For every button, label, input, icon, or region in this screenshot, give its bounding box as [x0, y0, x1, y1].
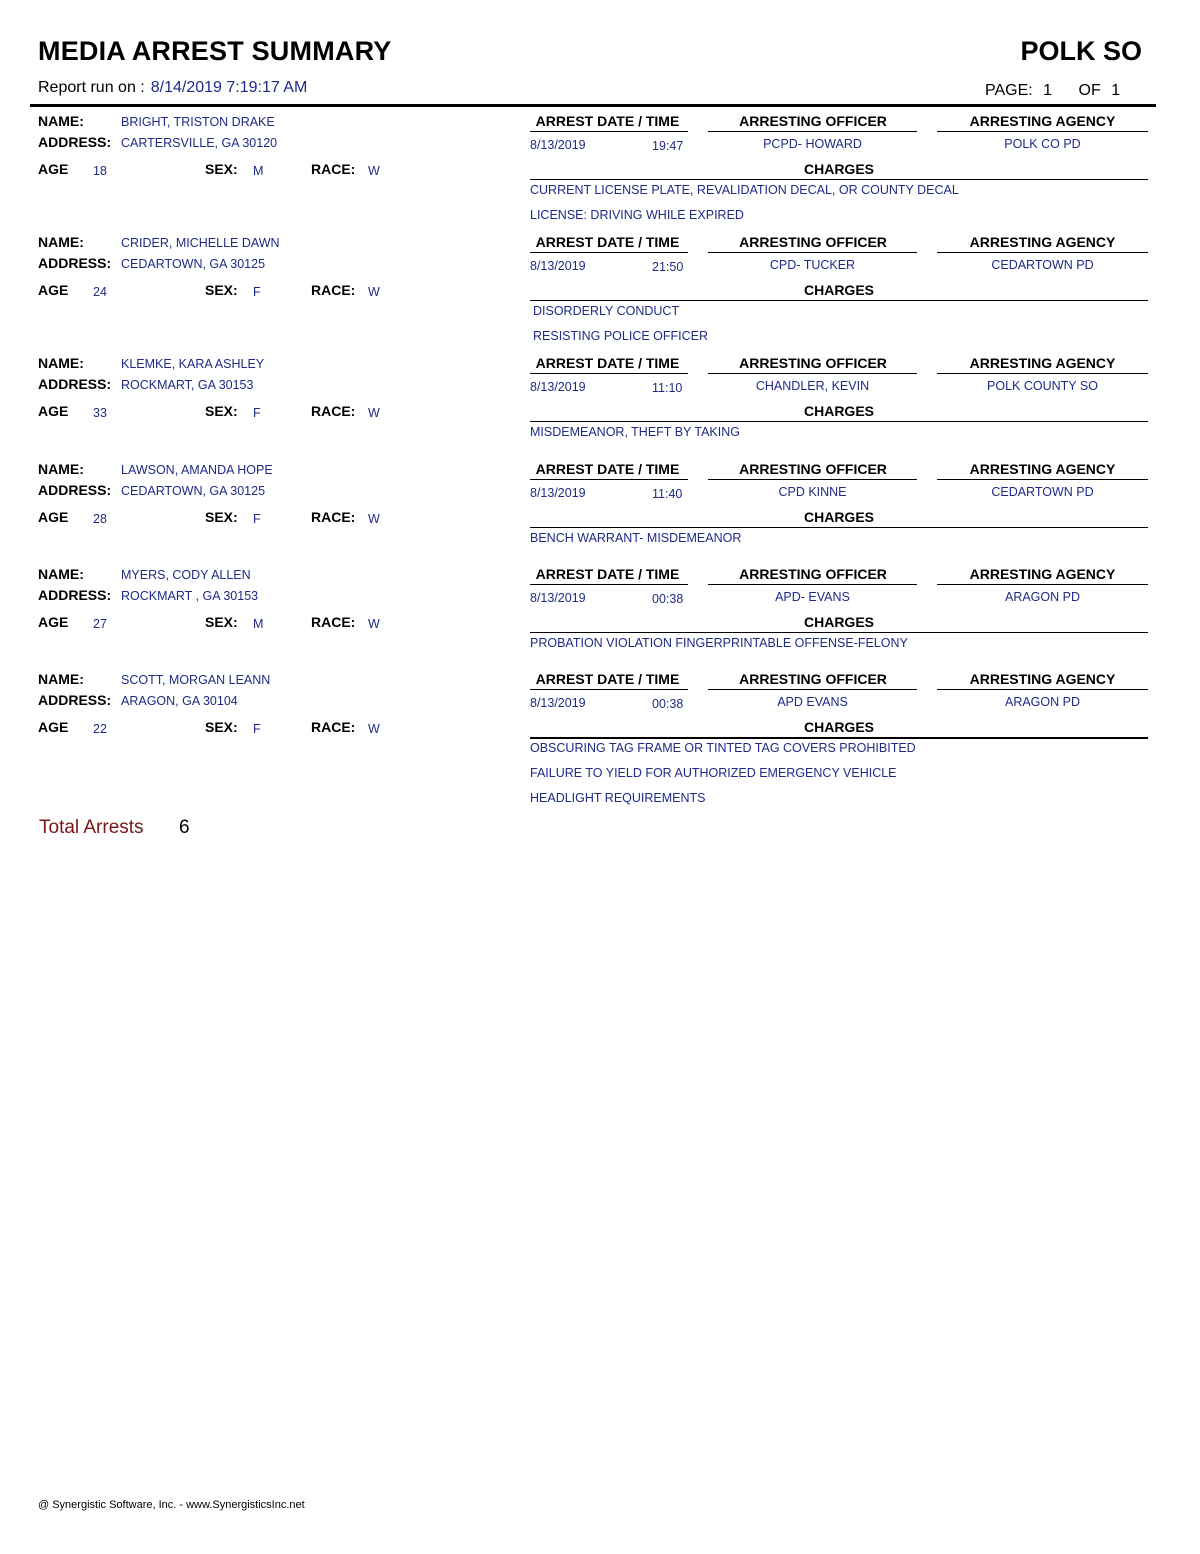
age-label: AGE — [38, 403, 69, 419]
person-name: KLEMKE, KARA ASHLEY — [121, 357, 265, 371]
page-info — [985, 82, 1120, 100]
charges-underline — [530, 421, 1148, 422]
arrest-date: 8/13/2019 — [530, 138, 586, 152]
page-label: PAGE: — [985, 82, 1033, 99]
header-underline — [708, 689, 917, 690]
arresting-agency: ARAGON PD — [1004, 695, 1080, 709]
header-divider — [30, 104, 1156, 107]
name-label: NAME: — [38, 461, 84, 477]
address-label: ADDRESS: — [38, 255, 112, 271]
charges-underline — [530, 527, 1148, 528]
header-underline — [937, 373, 1148, 374]
address-label: ADDRESS: — [38, 134, 112, 150]
arresting-agency: CEDARTOWN PD — [991, 485, 1094, 499]
name-label: NAME: — [38, 113, 84, 129]
sex-label: SEX: — [205, 282, 238, 298]
name-label: NAME: — [38, 566, 84, 582]
arrest-time: 00:38 — [652, 592, 684, 606]
header-underline — [708, 131, 917, 132]
charges-header: CHARGES — [803, 282, 874, 298]
arrest-date-time-header: ARREST DATE / TIME — [535, 461, 680, 477]
charges-header: CHARGES — [803, 614, 874, 630]
charge-item: LICENSE: DRIVING WHILE EXPIRED — [530, 208, 744, 222]
person-age: 28 — [93, 512, 107, 526]
race-label: RACE: — [311, 719, 356, 735]
sex-label: SEX: — [205, 161, 238, 177]
charges-header: CHARGES — [803, 509, 874, 525]
person-sex: F — [253, 722, 261, 736]
header-underline — [530, 252, 688, 253]
sex-label: SEX: — [205, 509, 238, 525]
agency-title: POLK SO — [1020, 36, 1142, 66]
arresting-officer-header: ARRESTING OFFICER — [739, 671, 887, 687]
charges-header: CHARGES — [803, 161, 874, 177]
header-underline — [937, 479, 1148, 480]
arrest-date: 8/13/2019 — [530, 696, 586, 710]
person-age: 27 — [93, 617, 107, 631]
arresting-officer-header: ARRESTING OFFICER — [739, 461, 887, 477]
header-underline — [708, 584, 917, 585]
sex-label: SEX: — [205, 719, 238, 735]
arrest-time: 19:47 — [652, 139, 684, 153]
header-underline — [530, 479, 688, 480]
person-address: CEDARTOWN, GA 30125 — [121, 484, 266, 498]
report-run-label: Report run on : — [38, 79, 145, 96]
header-underline — [708, 479, 917, 480]
age-label: AGE — [38, 614, 69, 630]
charges-underline — [530, 737, 1148, 739]
person-race: W — [368, 285, 380, 299]
arrest-date: 8/13/2019 — [530, 259, 586, 273]
person-sex: F — [253, 512, 261, 526]
arresting-officer: APD- EVANS — [775, 590, 850, 604]
header-underline — [530, 131, 688, 132]
of-label: OF — [1078, 82, 1101, 99]
arrest-date-time-header: ARREST DATE / TIME — [535, 113, 680, 129]
race-label: RACE: — [311, 282, 356, 298]
charge-item: DISORDERLY CONDUCT — [533, 304, 680, 318]
charges-underline — [530, 300, 1148, 301]
header-underline — [530, 373, 688, 374]
header-underline — [937, 131, 1148, 132]
person-race: W — [368, 617, 380, 631]
arresting-officer: APD EVANS — [777, 695, 848, 709]
person-age: 24 — [93, 285, 107, 299]
arrest-time: 00:38 — [652, 697, 684, 711]
arrest-date-time-header: ARREST DATE / TIME — [535, 355, 680, 371]
charges-header: CHARGES — [803, 403, 874, 419]
arresting-agency-header: ARRESTING AGENCY — [969, 113, 1116, 129]
person-address: ARAGON, GA 30104 — [121, 694, 238, 708]
person-sex: F — [253, 285, 261, 299]
age-label: AGE — [38, 161, 69, 177]
person-name: MYERS, CODY ALLEN — [121, 568, 251, 582]
charge-item: PROBATION VIOLATION FINGERPRINTABLE OFFENSE-FELONY — [530, 636, 908, 650]
charge-item: BENCH WARRANT- MISDEMEANOR — [530, 531, 742, 545]
report-title: MEDIA ARREST SUMMARY — [38, 36, 392, 66]
person-race: W — [368, 722, 380, 736]
person-address: CARTERSVILLE, GA 30120 — [121, 136, 278, 150]
arresting-agency-header: ARRESTING AGENCY — [969, 671, 1116, 687]
total-arrests-value: 6 — [179, 817, 190, 838]
address-label: ADDRESS: — [38, 482, 112, 498]
race-label: RACE: — [311, 161, 356, 177]
person-name: LAWSON, AMANDA HOPE — [121, 463, 273, 477]
arrest-time: 21:50 — [652, 260, 684, 274]
arrest-date-time-header: ARREST DATE / TIME — [535, 234, 680, 250]
arrest-date-time-header: ARREST DATE / TIME — [535, 671, 680, 687]
person-sex: F — [253, 406, 261, 420]
age-label: AGE — [38, 282, 69, 298]
arresting-agency-header: ARRESTING AGENCY — [969, 234, 1116, 250]
name-label: NAME: — [38, 355, 84, 371]
report-run-value: 8/14/2019 7:19:17 AM — [150, 79, 308, 96]
total-arrests-label: Total Arrests — [39, 817, 144, 838]
charges-header: CHARGES — [803, 719, 874, 735]
arresting-officer: CPD- TUCKER — [769, 258, 856, 272]
race-label: RACE: — [311, 403, 356, 419]
person-address: ROCKMART, GA 30153 — [121, 378, 254, 392]
header-underline — [708, 252, 917, 253]
age-label: AGE — [38, 509, 69, 525]
charge-item: RESISTING POLICE OFFICER — [533, 329, 709, 343]
race-label: RACE: — [311, 614, 356, 630]
charge-item: MISDEMEANOR, THEFT BY TAKING — [530, 425, 740, 439]
header-underline — [530, 584, 688, 585]
header-underline — [937, 689, 1148, 690]
header-underline — [937, 584, 1148, 585]
arresting-officer: CPD KINNE — [778, 485, 847, 499]
arresting-officer: PCPD- HOWARD — [763, 137, 862, 151]
arresting-agency-header: ARRESTING AGENCY — [969, 355, 1116, 371]
address-label: ADDRESS: — [38, 587, 112, 603]
sex-label: SEX: — [205, 403, 238, 419]
arresting-agency: CEDARTOWN PD — [991, 258, 1094, 272]
person-race: W — [368, 406, 380, 420]
arresting-agency: POLK CO PD — [1004, 137, 1081, 151]
arresting-agency-header: ARRESTING AGENCY — [969, 461, 1116, 477]
charge-item: FAILURE TO YIELD FOR AUTHORIZED EMERGENCY VEHICLE — [530, 766, 897, 780]
header-underline — [530, 689, 688, 690]
address-label: ADDRESS: — [38, 376, 112, 392]
arresting-officer-header: ARRESTING OFFICER — [739, 566, 887, 582]
person-age: 18 — [93, 164, 107, 178]
person-race: W — [368, 164, 380, 178]
person-age: 33 — [93, 406, 107, 420]
person-address: CEDARTOWN, GA 30125 — [121, 257, 266, 271]
charge-item: OBSCURING TAG FRAME OR TINTED TAG COVERS PROHIBITED — [530, 741, 916, 755]
arresting-officer-header: ARRESTING OFFICER — [739, 234, 887, 250]
page-number: 1 — [1043, 82, 1053, 99]
arrest-time: 11:10 — [652, 381, 683, 395]
charges-underline — [530, 179, 1148, 180]
header-underline — [708, 373, 917, 374]
person-race: W — [368, 512, 380, 526]
arresting-officer-header: ARRESTING OFFICER — [739, 113, 887, 129]
person-sex: M — [253, 617, 264, 631]
person-name: BRIGHT, TRISTON DRAKE — [121, 115, 275, 129]
arresting-agency: POLK COUNTY SO — [987, 379, 1098, 393]
address-label: ADDRESS: — [38, 692, 112, 708]
age-label: AGE — [38, 719, 69, 735]
report-run-line — [38, 79, 307, 97]
arrest-date: 8/13/2019 — [530, 591, 586, 605]
person-age: 22 — [93, 722, 107, 736]
name-label: NAME: — [38, 234, 84, 250]
arrest-date: 8/13/2019 — [530, 486, 586, 500]
page-total: 1 — [1111, 82, 1121, 99]
arresting-agency-header: ARRESTING AGENCY — [969, 566, 1116, 582]
arrest-date: 8/13/2019 — [530, 380, 586, 394]
charges-underline — [530, 632, 1148, 633]
name-label: NAME: — [38, 671, 84, 687]
person-address: ROCKMART , GA 30153 — [121, 589, 259, 603]
sex-label: SEX: — [205, 614, 238, 630]
header-underline — [937, 252, 1148, 253]
arresting-agency: ARAGON PD — [1004, 590, 1080, 604]
person-name: SCOTT, MORGAN LEANN — [121, 673, 271, 687]
arresting-officer-header: ARRESTING OFFICER — [739, 355, 887, 371]
arresting-officer: CHANDLER, KEVIN — [755, 379, 870, 393]
person-name: CRIDER, MICHELLE DAWN — [121, 236, 280, 250]
person-sex: M — [253, 164, 264, 178]
charge-item: CURRENT LICENSE PLATE, REVALIDATION DECAL, OR COUNTY DECAL — [530, 183, 959, 197]
race-label: RACE: — [311, 509, 356, 525]
arrest-date-time-header: ARREST DATE / TIME — [535, 566, 680, 582]
charge-item: HEADLIGHT REQUIREMENTS — [530, 791, 706, 805]
arrest-time: 11:40 — [652, 487, 683, 501]
footer-copyright: @ Synergistic Software, Inc. - www.SynergisticsInc.net — [38, 1499, 305, 1511]
